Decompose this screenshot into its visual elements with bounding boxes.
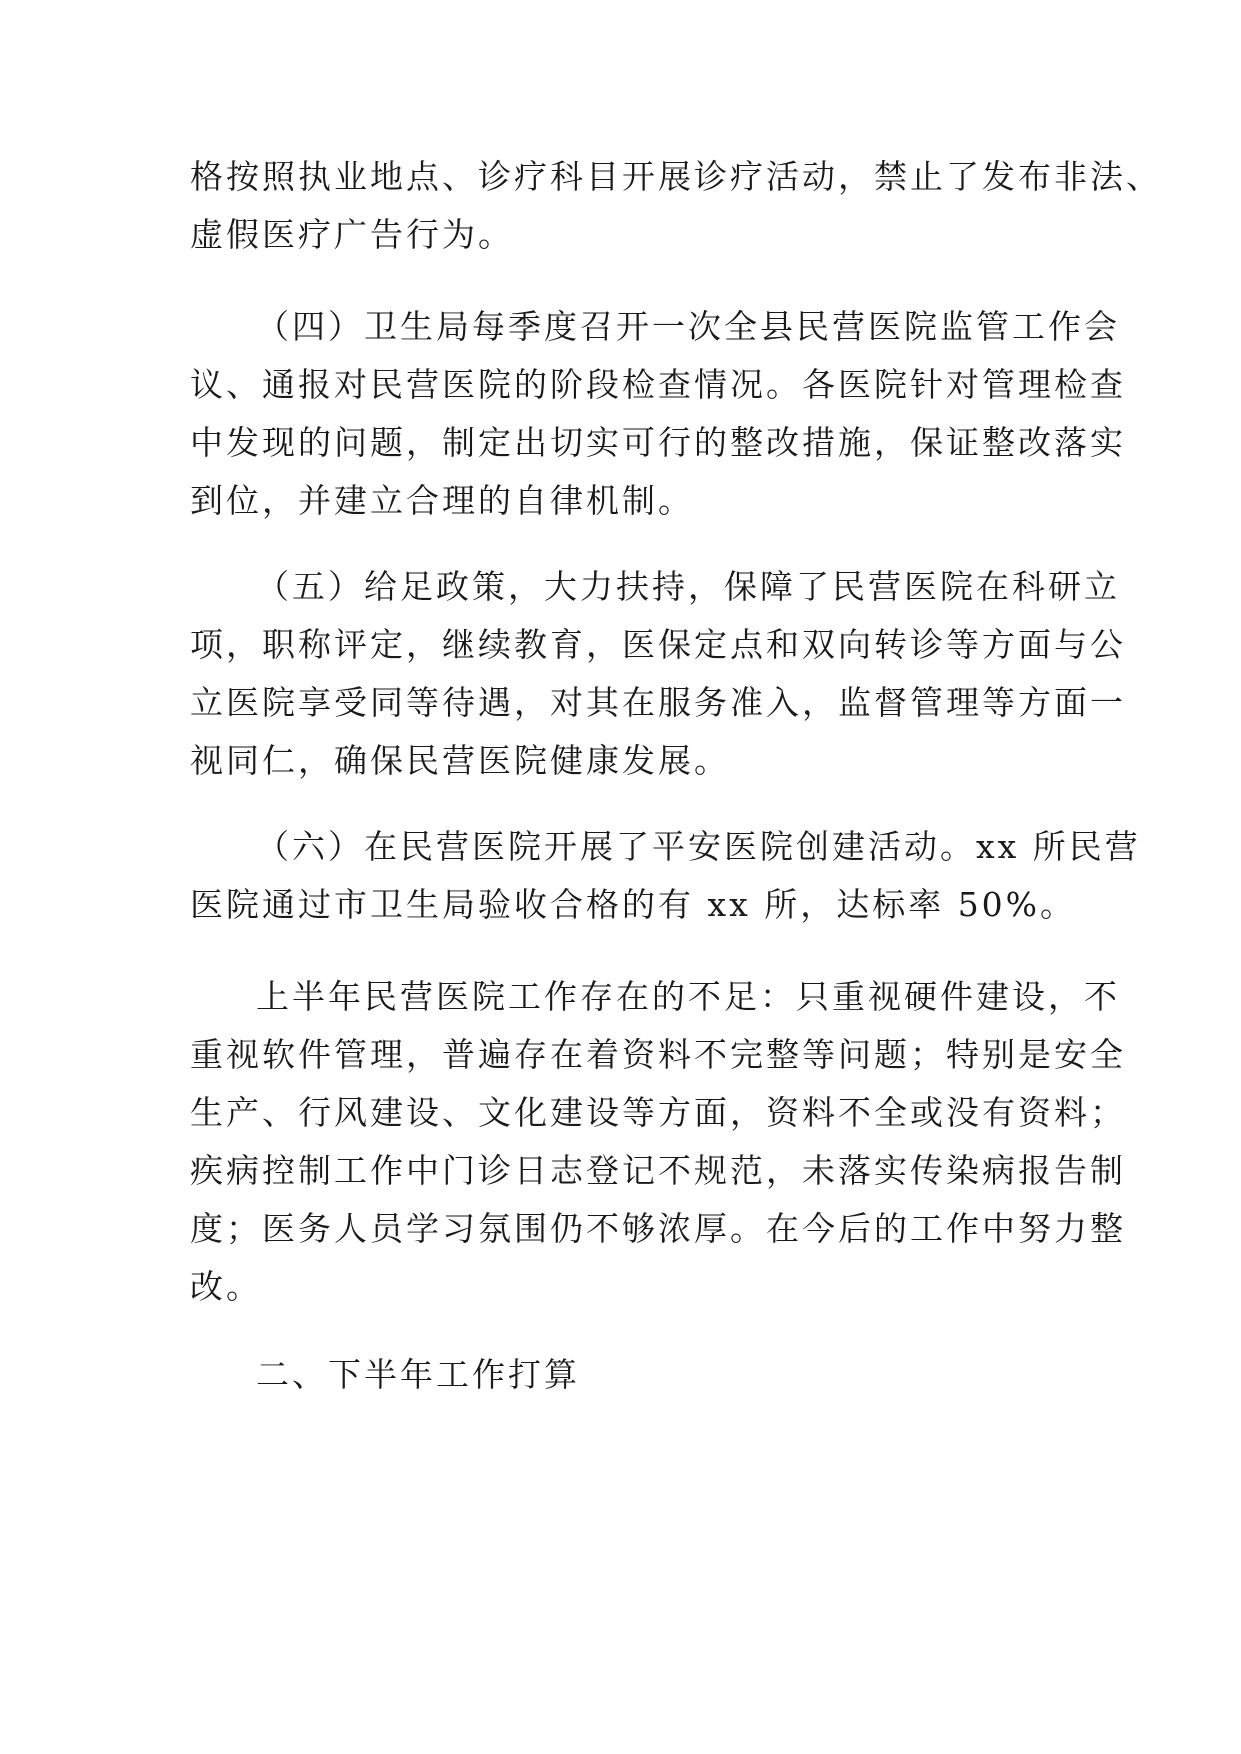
paragraph-5-line-1: 上半年民营医院工作存在的不足：只重视硬件建设，不 [256,977,1120,1016]
paragraph-4 [190,818,1141,934]
paragraph-3-line-4: 视同仁，确保民营医院健康发展。 [190,741,730,780]
paragraph-1-line-2: 虚假医疗广告行为。 [190,215,514,254]
paragraph-1-line-1: 格按照执业地点、诊疗科目开展诊疗活动，禁止了发布非法、 [190,157,1162,196]
paragraph-3-line-3: 立医院享受同等待遇，对其在服务准入，监督管理等方面一 [190,683,1126,722]
paragraph-3-line-1: （五）给足政策，大力扶持，保障了民营医院在科研立 [256,567,1120,606]
paragraph-2-line-1: （四）卫生局每季度召开一次全县民营医院监管工作会 [256,307,1120,346]
paragraph-2-line-2: 议、通报对民营医院的阶段检查情况。各医院针对管理检查 [190,365,1126,404]
paragraph-3 [190,558,1126,790]
paragraph-4-line-2: 医院通过市卫生局验收合格的有 xx 所，达标率 50%。 [190,885,1077,924]
paragraph-5-line-2: 重视软件管理，普遍存在着资料不完整等问题；特别是安全 [190,1035,1126,1074]
paragraph-2-line-3: 中发现的问题，制定出切实可行的整改措施，保证整改落实 [190,423,1126,462]
paragraph-5-line-3: 生产、行风建设、文化建设等方面，资料不全或没有资料； [190,1093,1126,1132]
paragraph-5-line-5: 度；医务人员学习氛围仍不够浓厚。在今后的工作中努力整 [190,1209,1126,1248]
section-heading: 二、下半年工作打算 [256,1355,580,1394]
paragraph-2 [190,298,1126,530]
paragraph-1 [190,148,1162,264]
paragraph-5-line-4: 疾病控制工作中门诊日志登记不规范，未落实传染病报告制 [190,1151,1126,1190]
paragraph-3-line-2: 项，职称评定，继续教育，医保定点和双向转诊等方面与公 [190,625,1126,664]
paragraph-2-line-4: 到位，并建立合理的自律机制。 [190,481,694,520]
paragraph-5 [190,968,1126,1316]
paragraph-5-line-6: 改。 [190,1267,262,1306]
paragraph-4-line-1: （六）在民营医院开展了平安医院创建活动。xx 所民营 [256,827,1141,866]
